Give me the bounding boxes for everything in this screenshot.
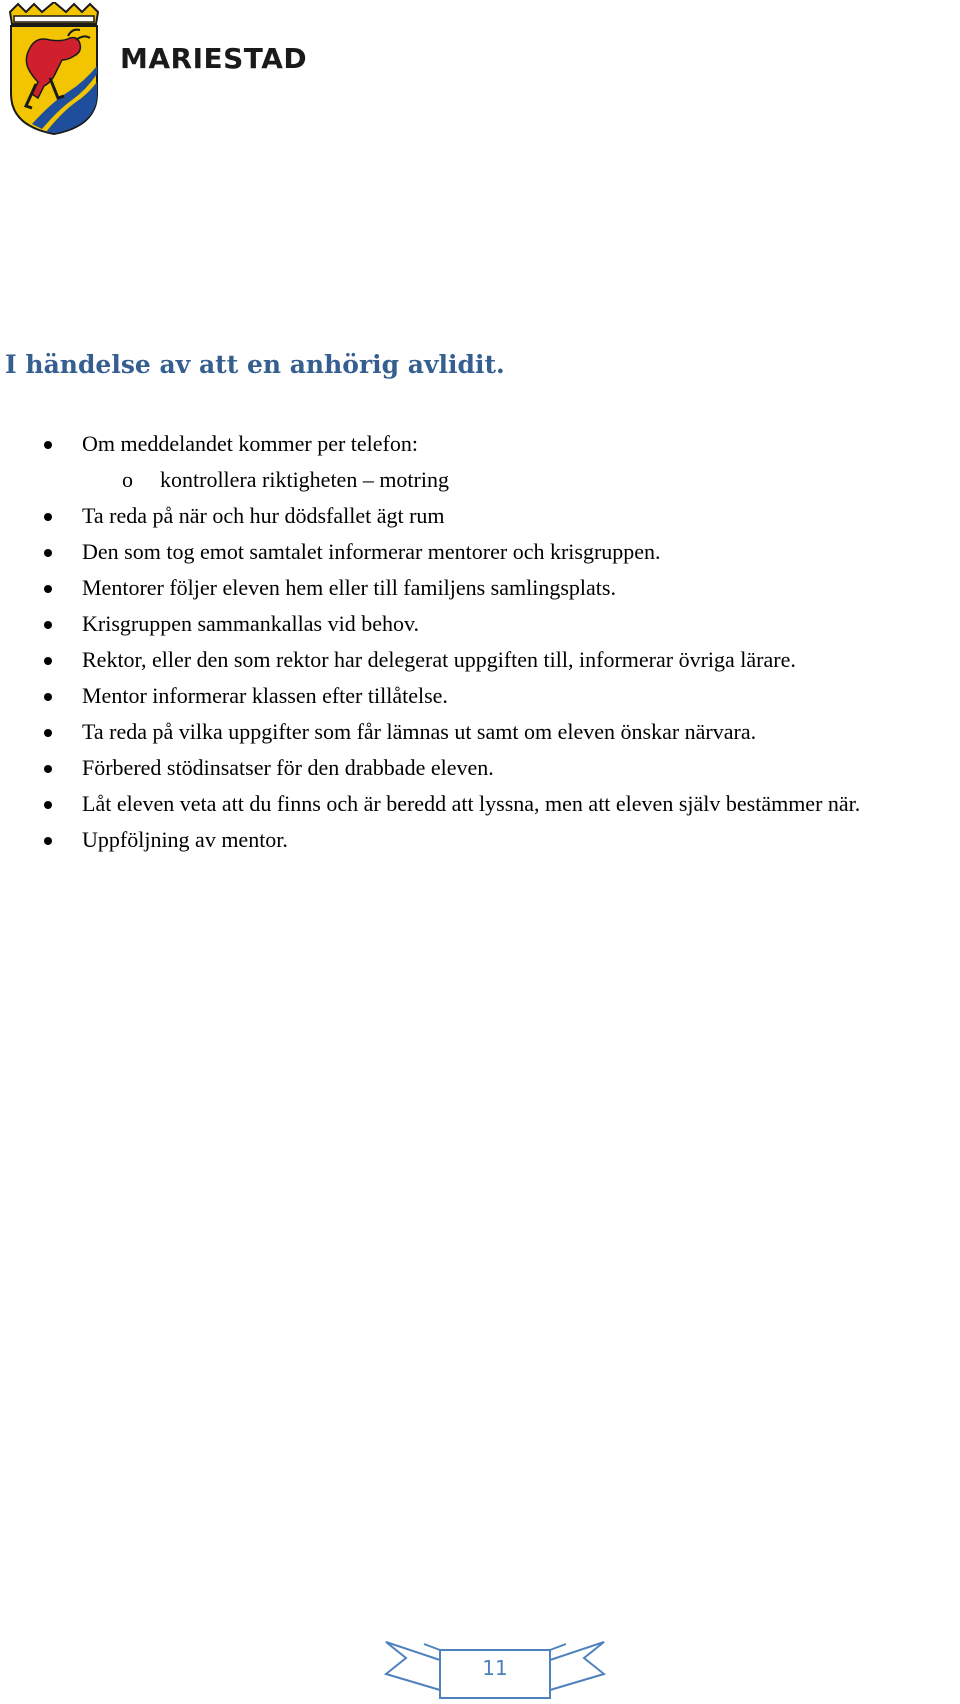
list-item: Rektor, eller den som rektor har delegerat uppgiften till, informerar övriga lärare. — [0, 642, 960, 678]
list-item: Ta reda på vilka uppgifter som får lämnas ut samt om eleven önskar närvara. — [0, 714, 960, 750]
list-item: Låt eleven veta att du finns och är beredd att lyssna, men att eleven själv bestämmer när. — [0, 786, 960, 822]
list-item: Mentorer följer eleven hem eller till familjens samlingsplats. — [0, 570, 960, 606]
list-item: Ta reda på när och hur dödsfallet ägt rum — [0, 498, 960, 534]
list-item: Om meddelandet kommer per telefon: — [0, 426, 960, 462]
list-item: Den som tog emot samtalet informerar mentorer och krisgruppen. — [0, 534, 960, 570]
mariestad-crest-icon — [6, 2, 102, 136]
mariestad-logo — [6, 2, 308, 136]
list-item: Mentor informerar klassen efter tillåtelse. — [0, 678, 960, 714]
list-item: Uppföljning av mentor. — [0, 822, 960, 858]
section-heading: I händelse av att en anhörig avlidit. — [5, 350, 505, 379]
instruction-list — [0, 426, 960, 858]
sub-bullet-marker: o — [122, 467, 133, 492]
list-item: Förbered stödinsatser för den drabbade eleven. — [0, 750, 960, 786]
page-number: 11 — [482, 1656, 508, 1680]
page-footer — [384, 1636, 606, 1700]
list-item: Krisgruppen sammankallas vid behov. — [0, 606, 960, 642]
list-subitem — [0, 462, 960, 498]
logo-text: MARIESTAD — [120, 42, 308, 75]
list-subitem-text: kontrollera riktigheten – motring — [160, 467, 449, 492]
